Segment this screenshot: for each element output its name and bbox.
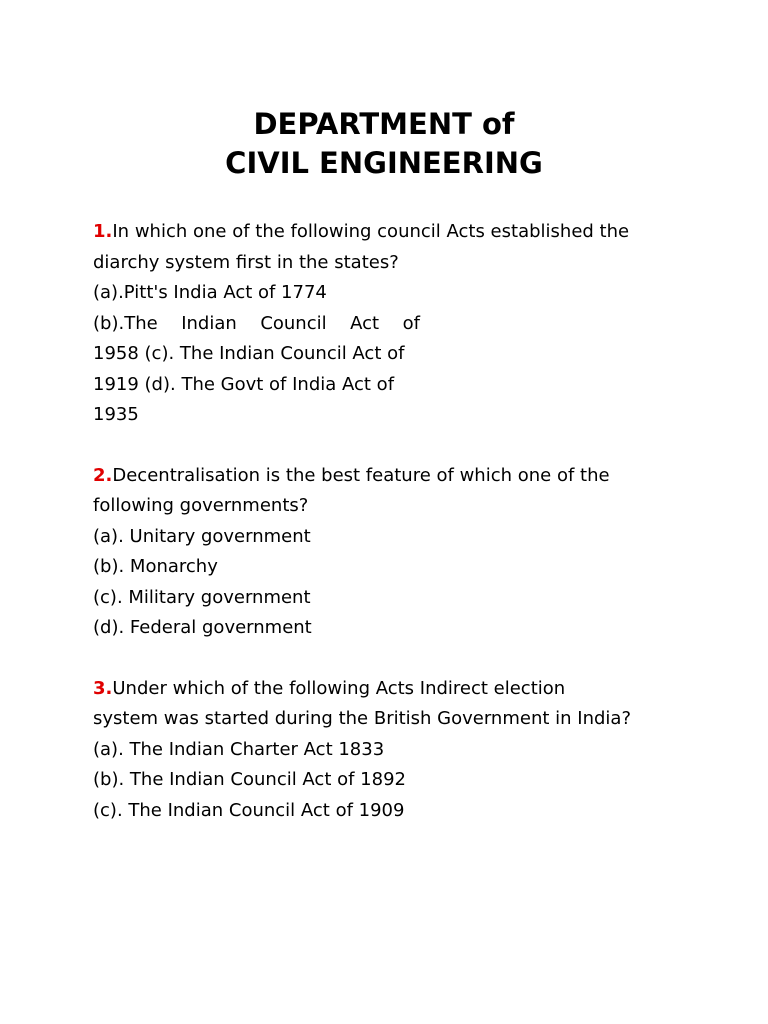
question-2-option-b: (b). Monarchy — [93, 556, 218, 577]
question-1-option-d: 1919 (d). The Govt of India Act of — [93, 374, 395, 395]
question-1-option-a: (a).Pitt's India Act of 1774 — [93, 282, 327, 303]
question-1-number: 1. — [93, 221, 113, 242]
question-1-text-line-1: 1.In which one of the following council Acts established the — [93, 221, 630, 242]
question-3-option-c: (c). The Indian Council Act of 1909 — [93, 800, 405, 821]
question-2-option-a: (a). Unitary government — [93, 526, 311, 547]
question-3-number: 3. — [93, 678, 113, 699]
question-2-option-d: (d). Federal government — [93, 617, 312, 638]
question-3-option-a: (a). The Indian Charter Act 1833 — [93, 739, 385, 760]
document-title-line-2: CIVIL ENGINEERING — [225, 146, 543, 180]
question-3-text-line-2: system was started during the British Government in India? — [93, 708, 631, 729]
question-2-option-c: (c). Military government — [93, 587, 311, 608]
question-1-text-line-2: diarchy system first in the states? — [93, 252, 399, 273]
question-3-text-line-1: 3.Under which of the following Acts Indirect election — [93, 678, 566, 699]
question-2-text-line-1: 2.Decentralisation is the best feature of which one of the — [93, 465, 610, 486]
question-1-option-c: 1958 (c). The Indian Council Act of — [93, 343, 405, 364]
question-1-option-b: (b).The Indian Council Act of — [93, 313, 420, 334]
document-title-line-1: DEPARTMENT of — [253, 107, 515, 141]
question-2-text-line-2: following governments? — [93, 495, 309, 516]
question-1-option-d-cont: 1935 — [93, 404, 139, 425]
question-3-option-b: (b). The Indian Council Act of 1892 — [93, 769, 406, 790]
question-2-number: 2. — [93, 465, 113, 486]
